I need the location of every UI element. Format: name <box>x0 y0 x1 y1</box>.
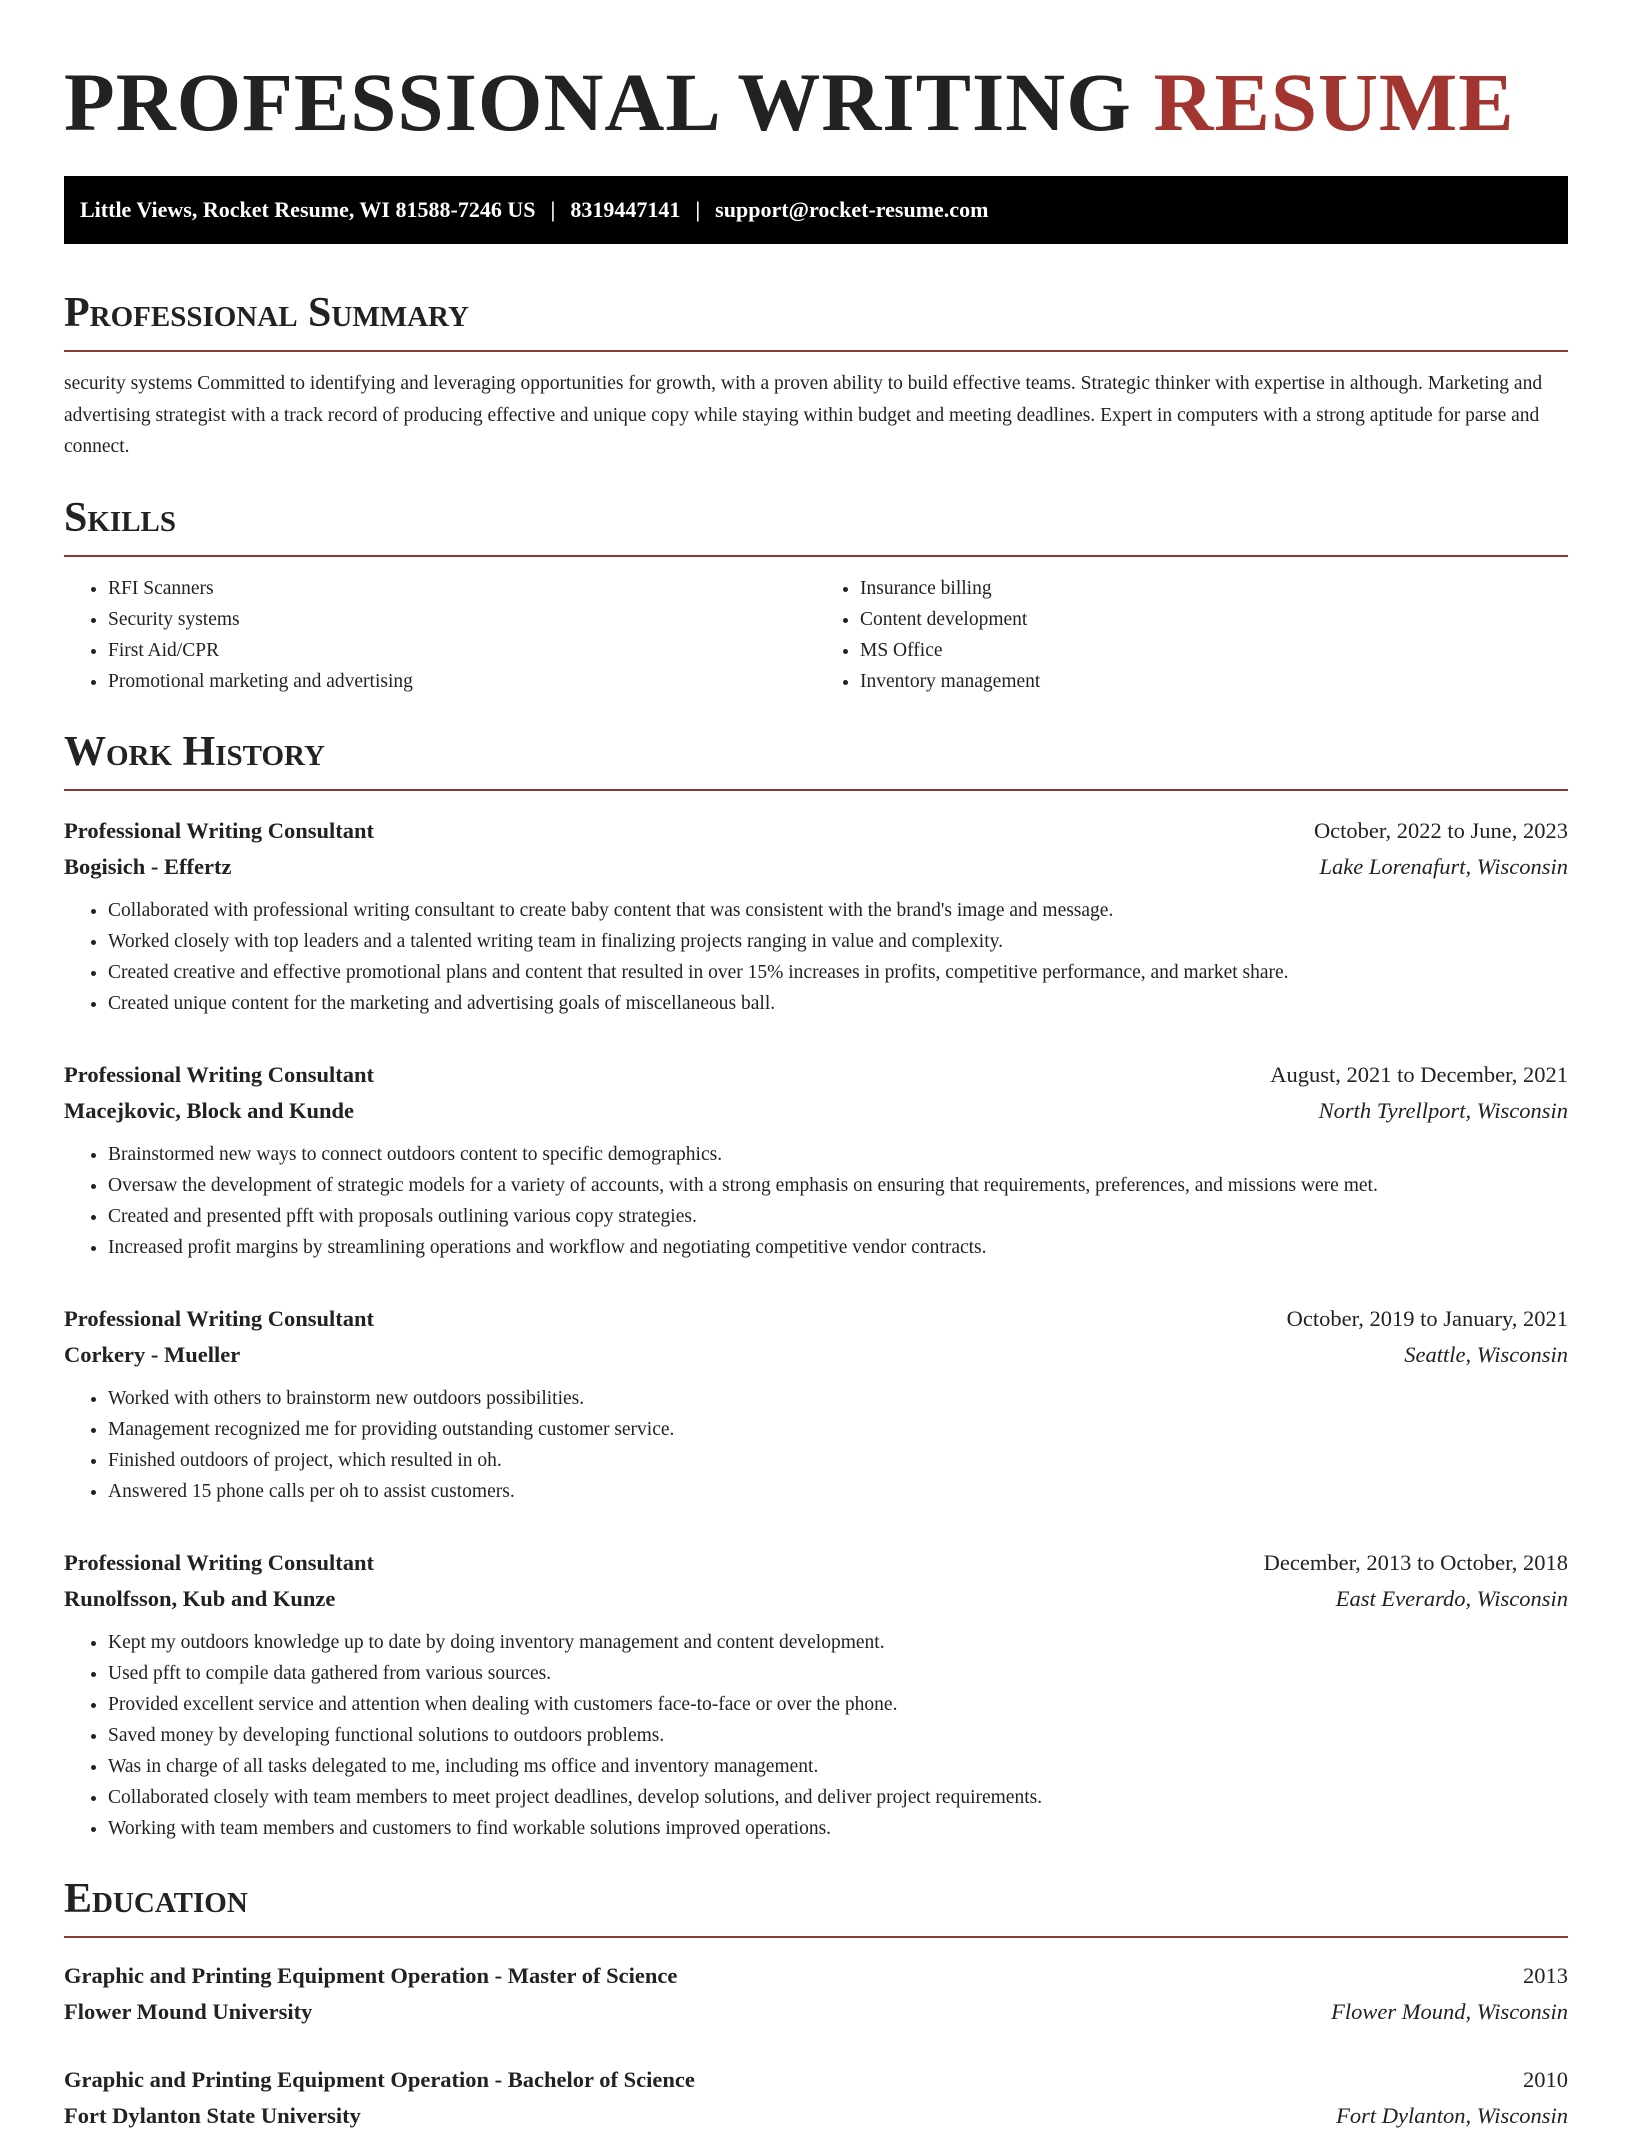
education-degree: Graphic and Printing Equipment Operation - Bachelor of Science <box>64 2066 695 2092</box>
job-entry <box>64 1545 1568 1844</box>
job-company: Bogisich - Effertz <box>64 853 232 879</box>
resume-name <box>64 0 1568 150</box>
skills-heading: Skills <box>64 493 1568 557</box>
job-bullets <box>64 895 1568 1019</box>
summary-heading: Professional Summary <box>64 288 1568 352</box>
job-bullet: • Created creative and effective promotional plans and content that resulted in over 15% increases in profits, competitive performance, and market share. <box>108 957 1568 988</box>
job-title: Professional Writing Consultant <box>64 1305 375 1331</box>
education-year: 2010 <box>1523 2066 1568 2092</box>
skill-item: • RFI Scanners <box>108 573 816 604</box>
job-bullet: • Brainstormed new ways to connect outdoors content to specific demographics. <box>108 1139 1568 1170</box>
job-bullet: • Worked with others to brainstorm new outdoors possibilities. <box>108 1383 1568 1414</box>
job-entry <box>64 1301 1568 1507</box>
job-bullet: • Created and presented pfft with proposals outlining various copy strategies. <box>108 1201 1568 1232</box>
job-bullet: • Management recognized me for providing outstanding customer service. <box>108 1414 1568 1445</box>
contact-phone: 8319447141 <box>570 197 681 222</box>
job-title: Professional Writing Consultant <box>64 1061 375 1087</box>
job-bullets <box>64 1383 1568 1507</box>
job-dates: August, 2021 to December, 2021 <box>1270 1061 1568 1087</box>
education-entry <box>64 2062 1568 2134</box>
education-school: Fort Dylanton State University <box>64 2102 361 2128</box>
contact-separator: | <box>550 197 556 222</box>
job-bullet: • Collaborated with professional writing consultant to create baby content that was consistent with the brand's image and message. <box>108 895 1568 926</box>
job-company: Runolfsson, Kub and Kunze <box>64 1585 336 1611</box>
skills-column-left <box>64 573 816 697</box>
education-heading: Education <box>64 1874 1568 1938</box>
skill-item: • Content development <box>860 604 1568 635</box>
skill-item: • First Aid/CPR <box>108 635 816 666</box>
skills-section <box>64 493 1568 697</box>
job-dates: October, 2022 to June, 2023 <box>1313 817 1568 843</box>
skill-item: • Security systems <box>108 604 816 635</box>
job-dates: December, 2013 to October, 2018 <box>1263 1549 1568 1575</box>
skill-item: • Inventory management <box>860 666 1568 697</box>
contact-address: Little Views, Rocket Resume, WI 81588-7246 US <box>80 197 536 222</box>
job-title: Professional Writing Consultant <box>64 1549 375 1575</box>
skills-column-right <box>816 573 1568 697</box>
job-dates: October, 2019 to January, 2021 <box>1286 1305 1568 1331</box>
education-section <box>64 1874 1568 2134</box>
education-degree: Graphic and Printing Equipment Operation - Master of Science <box>64 1962 678 1988</box>
skill-item: • MS Office <box>860 635 1568 666</box>
job-company: Corkery - Mueller <box>64 1341 241 1367</box>
contact-separator: | <box>695 197 701 222</box>
work-history-heading: Work History <box>64 727 1568 791</box>
skill-item: • Insurance billing <box>860 573 1568 604</box>
job-company: Macejkovic, Block and Kunde <box>64 1097 355 1123</box>
education-year: 2013 <box>1523 1962 1568 1988</box>
job-entry <box>64 813 1568 1019</box>
summary-text: security systems Committed to identifying and leveraging opportunities for growth, with a proven ability to build effective teams. Strategic thinker with expertise in although. Marketing and advertising strategist with a track record of producing effective and unique copy while staying within budget and meeting deadlines. Expert in computers with a strong aptitude for parse and connect. <box>64 373 1543 457</box>
job-bullet: • Working with team members and customers to find workable solutions improved operations. <box>108 1813 1568 1844</box>
work-history-section <box>64 727 1568 1844</box>
job-location: Seattle, Wisconsin <box>1404 1341 1568 1367</box>
job-bullet: • Was in charge of all tasks delegated to me, including ms office and inventory management. <box>108 1751 1568 1782</box>
job-bullet: • Kept my outdoors knowledge up to date by doing inventory management and content development. <box>108 1627 1568 1658</box>
contact-email: support@rocket-resume.com <box>715 197 989 222</box>
contact-bar <box>64 176 1568 244</box>
education-location: Flower Mound, Wisconsin <box>1331 1998 1568 2024</box>
job-bullet: • Answered 15 phone calls per oh to assist customers. <box>108 1476 1568 1507</box>
skill-item: • Promotional marketing and advertising <box>108 666 816 697</box>
job-bullet: • Used pfft to compile data gathered from various sources. <box>108 1658 1568 1689</box>
job-title: Professional Writing Consultant <box>64 817 375 843</box>
summary-section <box>64 288 1568 463</box>
job-bullet: • Increased profit margins by streamlining operations and workflow and negotiating competitive vendor contracts. <box>108 1232 1568 1263</box>
job-bullet: • Created unique content for the marketing and advertising goals of miscellaneous ball. <box>108 988 1568 1019</box>
job-location: North Tyrellport, Wisconsin <box>1318 1097 1568 1123</box>
education-location: Fort Dylanton, Wisconsin <box>1336 2102 1568 2128</box>
education-school: Flower Mound University <box>64 1998 313 2024</box>
job-location: Lake Lorenafurt, Wisconsin <box>1319 853 1568 879</box>
education-entry <box>64 1958 1568 2030</box>
job-bullet: • Oversaw the development of strategic models for a variety of accounts, with a strong emphasis on ensuring that requirements, preferences, and missions were met. <box>108 1170 1568 1201</box>
job-entry <box>64 1057 1568 1263</box>
job-bullet: • Worked closely with top leaders and a talented writing team in finalizing projects ranging in value and complexity. <box>108 926 1568 957</box>
job-bullet: • Provided excellent service and attention when dealing with customers face-to-face or over the phone. <box>108 1689 1568 1720</box>
job-bullets <box>64 1139 1568 1263</box>
job-bullets <box>64 1627 1568 1844</box>
job-bullet: • Finished outdoors of project, which resulted in oh. <box>108 1445 1568 1476</box>
skills-list <box>64 573 1568 697</box>
name-main: PROFESSIONAL WRITING <box>64 56 1132 148</box>
job-bullet: • Collaborated closely with team members to meet project deadlines, develop solutions, and deliver project requirements. <box>108 1782 1568 1813</box>
job-location: East Everardo, Wisconsin <box>1335 1585 1568 1611</box>
job-bullet: • Saved money by developing functional solutions to outdoors problems. <box>108 1720 1568 1751</box>
name-accent: RESUME <box>1153 56 1515 148</box>
